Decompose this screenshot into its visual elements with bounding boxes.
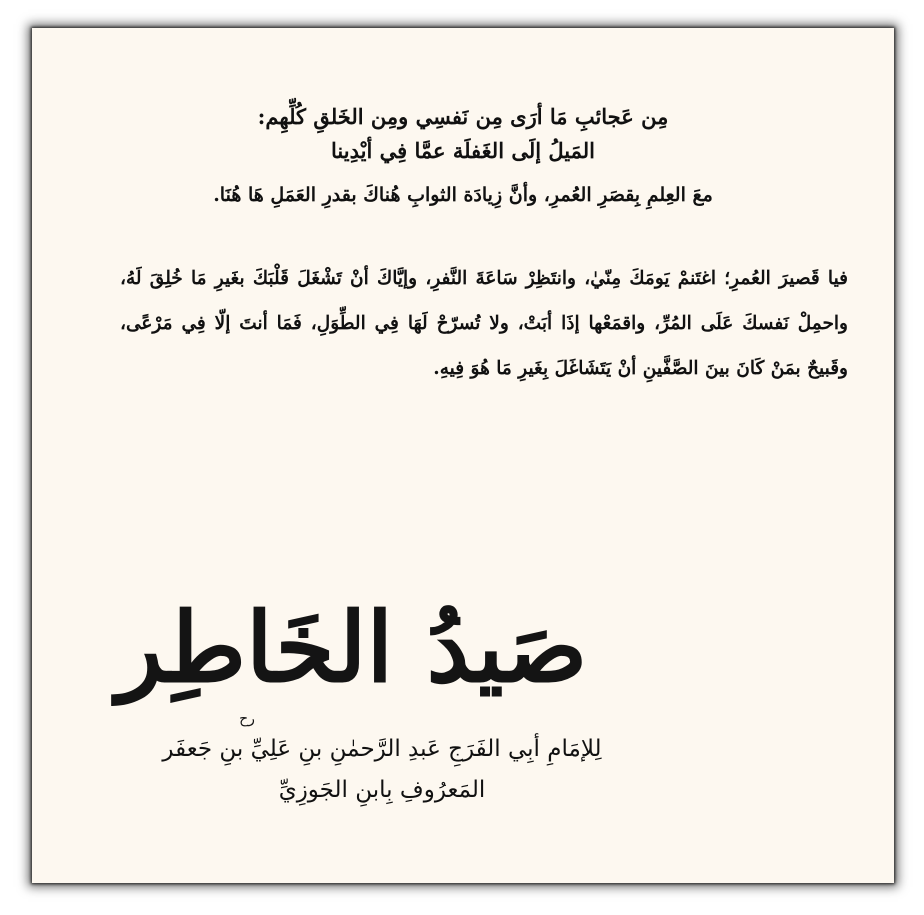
author-block — [112, 728, 652, 810]
author-line-1: لِلإمَامِ أبِي الفَرَجِ عَبدِ الرَّحمٰنِ بنِ عَلِيِّ بنِ جَعفَر — [162, 736, 602, 762]
honorific-mark: رح — [239, 711, 255, 727]
quote-line-1: مِن عَجائبِ مَا أرَى مِن نَفسِي ومِن الخَلقِ كُلِّهِم: — [257, 104, 669, 129]
quote-line-3: معَ العِلمِ بِقصَرِ العُمرِ، وأنَّ زِيادَة الثوابِ هُناكَ بقدرِ العَمَلِ هَا هُنَا. — [213, 184, 713, 206]
opening-quote — [72, 100, 854, 212]
book-title-calligraphy — [116, 553, 588, 728]
author-line-2: المَعرُوفِ بِابنِ الجَوزِيِّ — [278, 777, 486, 803]
book-title: صَيدُ الخَاطِر — [116, 591, 588, 704]
book-card — [32, 28, 894, 883]
body-paragraph: فيا قَصيرَ العُمرِ؛ اغتَنمْ يَومَكَ مِنّيٰ، وانتَظِرْ سَاعَةَ النَّفرِ، وإيَّاكَ أنْ تَشْغَلَ قَلْبَكَ بغَيرِ مَا خُلِقَ لَهُ، واحمِلْ نَفسكَ عَلَى المُرِّ، واقمَعْها إذَا أبَتْ، ولا تُسرّحْ لَهَا فِي الطِّوَلِ، فَمَا أنتَ إلّا فِي مَرْعًى، وقَبيحٌ بمَنْ كَانَ بينَ الصَّفَّينِ أنْ يَتَشَاغَلَ بِغَيرِ مَا هُوَ فِيهِ. — [120, 268, 848, 379]
quote-line-2: المَيلُ إلَى الغَفلَة عمَّا فِي أيْدِينا — [331, 138, 595, 163]
